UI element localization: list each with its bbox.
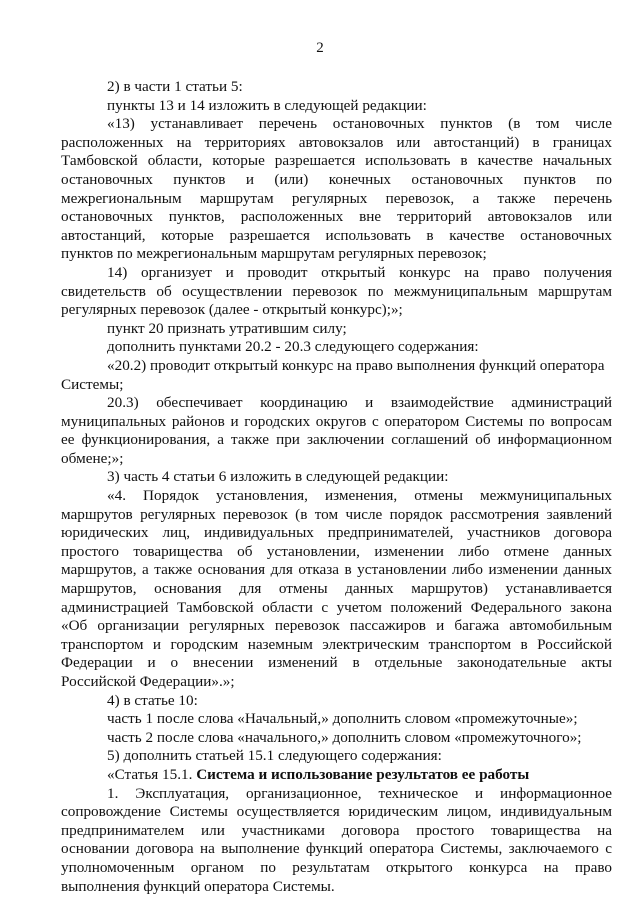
text-line: Федерации и о внесении изменений в отдельные законодательные акты	[61, 654, 612, 672]
text-line: Тамбовской области, которые разрешается использовать в качестве начальных	[61, 152, 612, 170]
text-line: юридических лиц, индивидуальных предпринимателей, участников договора	[61, 524, 612, 542]
text-line: 1. Эксплуатация, организационное, техническое и информационное	[107, 784, 612, 802]
text-line: 20.3) обеспечивает координацию и взаимодействие администраций	[107, 394, 612, 412]
text-line: маршрутов, основания для отмены данных маршрутов) устанавливается	[61, 580, 612, 598]
article-heading-title: Система и использование результатов ее работы	[196, 765, 530, 783]
text-line: свидетельств об осуществлении перевозок по межмуниципальным маршрутам	[61, 282, 612, 300]
article-heading-line	[61, 766, 612, 785]
text-line: автостанций, которые разрешается использовать в качестве остановочных	[61, 226, 612, 244]
text-line: Системы;	[61, 375, 124, 393]
text-line: пункты 13 и 14 изложить в следующей редакции:	[107, 96, 427, 114]
text-line: простого товарищества об установлении, изменении либо отмене данных	[61, 542, 612, 560]
text-line: регулярных перевозок (далее - открытый конкурс);»;	[61, 301, 403, 319]
text-line: 5) дополнить статьей 15.1 следующего содержания:	[107, 747, 442, 765]
text-line: расположенных на территориях автовокзалов или автостанций) в границах	[61, 133, 612, 151]
text-line: сопровождение Системы осуществляется юридическим лицом, индивидуальным	[61, 803, 612, 821]
text-line: пункт 20 признать утратившим силу;	[107, 319, 347, 337]
text-line: «20.2) проводит открытый конкурс на право выполнения функций оператора	[107, 356, 605, 374]
text-line: предпринимателем или участниками договора простого товарищества на	[61, 821, 612, 839]
text-line: межрегиональным маршрутам регулярных перевозок, а также перечень	[61, 189, 612, 207]
text-line: остановочных пунктов, расположенных вне территорий автовокзалов или	[61, 208, 612, 226]
text-line: транспортом и городским наземным электрическим транспортом в Российской	[61, 635, 612, 653]
text-line: 3) часть 4 статьи 6 изложить в следующей редакции:	[107, 468, 449, 486]
text-line: Российской Федерации».»;	[61, 673, 235, 690]
text-line: ее функционирования, а также при заключении соглашений об информационном	[61, 431, 612, 449]
document-body	[61, 78, 612, 896]
text-line: «4. Порядок установления, изменения, отмены межмуниципальных	[107, 487, 612, 505]
text-line: обмене;»;	[61, 449, 124, 467]
page-number: 2	[316, 40, 324, 56]
text-line: уполномоченным органом по результатам открытого конкурса на право	[61, 858, 612, 876]
text-line: «13) устанавливает перечень остановочных пунктов (в том числе	[107, 115, 612, 133]
text-line: основании договора на выполнение функций оператора Системы, заключаемого с	[61, 840, 612, 858]
text-line: выполнения функций оператора Системы.	[61, 877, 335, 895]
text-line: «Об организации регулярных перевозок пассажиров и багажа автомобильным	[61, 617, 612, 635]
text-line: маршрутов регулярных перевозок (в том числе порядок рассмотрения заявлений	[61, 505, 612, 523]
text-line: муниципальных районов и городских округов с оператором Системы по вопросам	[61, 412, 612, 430]
text-line: часть 1 после слова «Начальный,» дополнить словом «промежуточные»;	[107, 710, 578, 728]
text-line: дополнить пунктами 20.2 - 20.3 следующего содержания:	[107, 338, 479, 356]
text-line: 4) в статье 10:	[107, 691, 198, 709]
text-line: маршрутов, а также основания для отказа в установлении либо изменении данных	[61, 561, 612, 579]
text-line: остановочных пунктов и (или) конечных остановочных пунктов по	[61, 170, 612, 188]
text-line: 14) организует и проводит открытый конкурс на право получения	[107, 263, 612, 281]
text-line: администрацией Тамбовской области с учетом положений Федерального закона	[61, 598, 612, 616]
text-line: 2) в части 1 статьи 5:	[107, 78, 243, 95]
text-line: пунктов по межрегиональным маршрутам регулярных перевозок;	[61, 245, 487, 263]
article-heading-prefix: «Статья 15.1.	[107, 765, 197, 783]
text-line: часть 2 после слова «начального,» дополнить словом «промежуточного»;	[107, 728, 582, 746]
